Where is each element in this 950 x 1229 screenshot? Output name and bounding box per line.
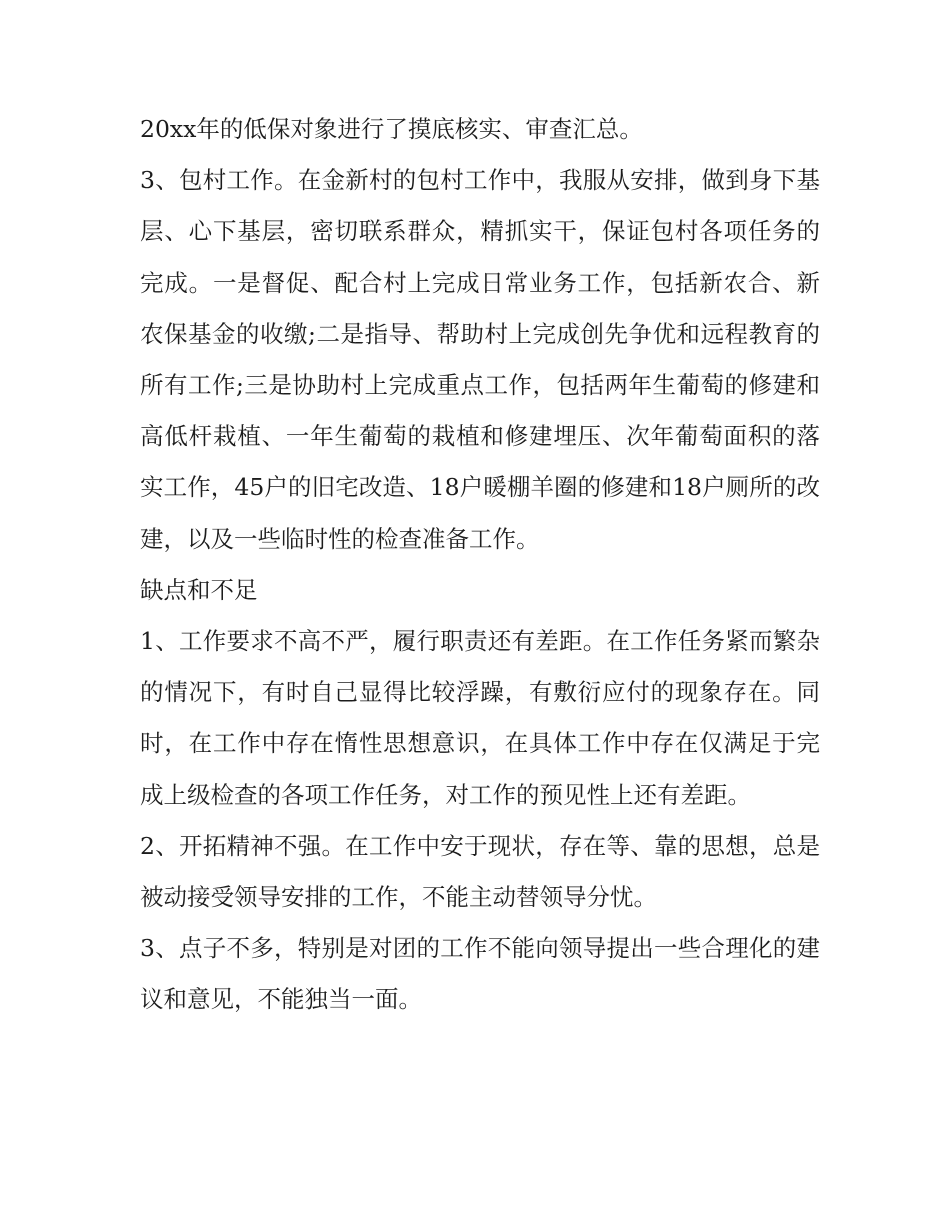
document-body [140,104,820,1026]
paragraph-shortcoming-1: 1、工作要求不高不严，履行职责还有差距。在工作任务紧而繁杂的情况下，有时自己显得比较浮躁，有敷衍应付的现象存在。同时，在工作中存在惰性思想意识，在具体工作中存在仅满足于完成上级检查的各项工作任务，对工作的预见性上还有差距。 [140,627,820,809]
paragraph-shortcoming-3: 3、点子不多，特别是对团的工作不能向领导提出一些合理化的建议和意见，不能独当一面。 [140,934,820,1014]
paragraph-shortcoming-2: 2、开拓精神不强。在工作中安于现状，存在等、靠的思想，总是被动接受领导安排的工作，不能主动替领导分忧。 [140,831,820,912]
paragraph-low-income-review: 20xx年的低保对象进行了摸底核实、审查汇总。 [140,115,643,143]
paragraph-village-work: 3、包村工作。在金新村的包村工作中，我服从安排，做到身下基层、心下基层，密切联系群众，精抓实干，保证包村各项任务的完成。一是督促、配合村上完成日常业务工作，包括新农合、新农保基金的收缴;二是指导、帮助村上完成创先争优和远程教育的所有工作;三是协助村上完成重点工作，包括两年生葡萄的修建和高低杆栽植、一年生葡萄的栽植和修建埋压、次年葡萄面积的落实工作，45户的旧宅改造、18户暖棚羊圈的修建和18户厕所的改建，以及一些临时性的检查准备工作。 [140,166,820,553]
section-heading-shortcomings: 缺点和不足 [140,575,258,604]
